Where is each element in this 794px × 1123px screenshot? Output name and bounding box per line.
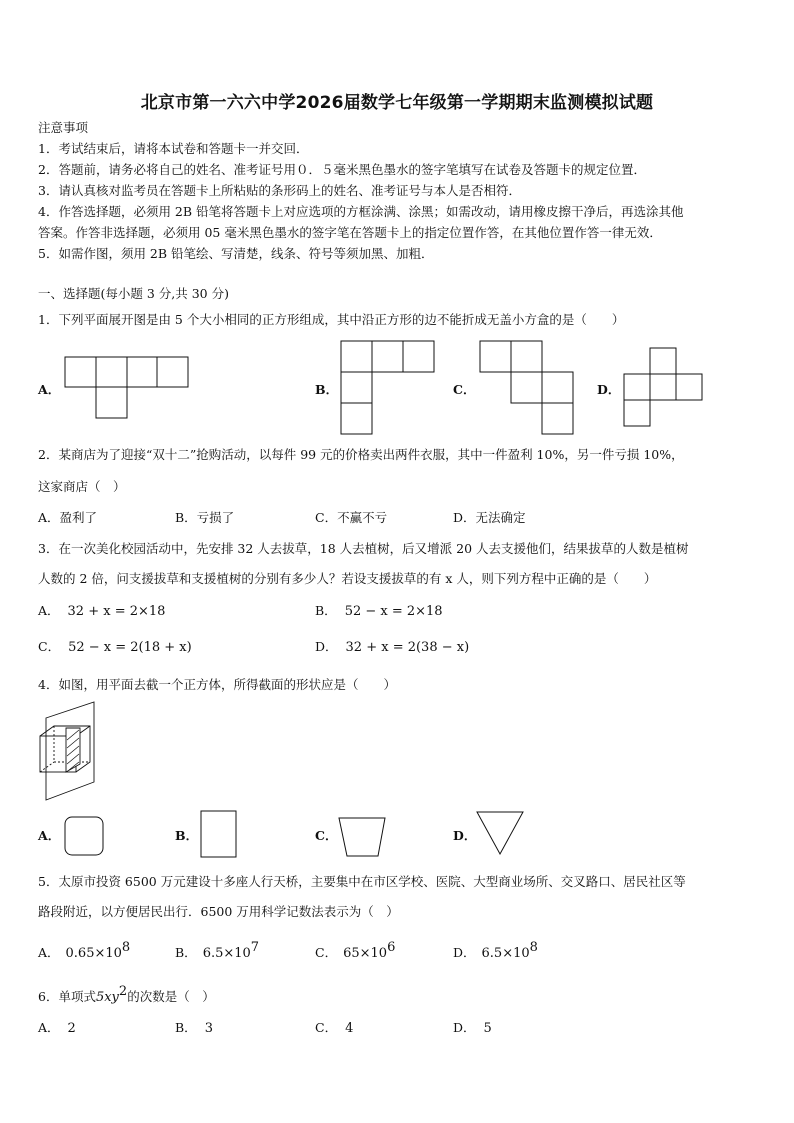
question-6-stem	[38, 982, 760, 1008]
option-label: D．	[453, 945, 476, 960]
option-label: B．	[175, 1020, 197, 1035]
sci-notation: 65×10	[343, 946, 388, 961]
q4-option-c-label: C．	[315, 828, 338, 843]
option-label: C．	[38, 639, 61, 654]
question-1-stem: 1．下列平面展开图是由 5 个大小相同的正方形组成，其中沿正方形的边不能折成无盖小方盒的是（ ）	[38, 312, 625, 327]
option-label: D．	[453, 1020, 476, 1035]
q1-option-a-label: A．	[38, 382, 61, 397]
q5-option-b	[175, 940, 259, 961]
question-5-stem-cont: 路段附近，以方便居民出行．6500 万用科学记数法表示为（ ）	[38, 904, 399, 919]
trapezoid-shape	[338, 816, 388, 860]
question-3-stem-cont: 人数的 2 倍，问支援拔草和支援植树的分别有多少人？若设支援拔草的有 x 人，则下列方程中正确的是（ ）	[38, 571, 657, 586]
q3-option-d	[315, 637, 469, 655]
sci-notation: 6.5×10	[202, 946, 251, 961]
option-value: 4	[345, 1021, 354, 1036]
notice-item: 3．请认真核对监考员在答题卡上所粘贴的条形码上的姓名、准考证号与本人是否相符．	[38, 183, 521, 198]
q3-option-c	[38, 637, 192, 655]
option-value: 3	[204, 1021, 213, 1036]
rounded-square-shape	[64, 816, 106, 858]
option-label: D．	[315, 639, 338, 654]
notice-heading: 注意事项	[38, 120, 89, 135]
notice-item: 4．作答选择题，必须用 2B 铅笔将答题卡上对应选项的方框涂满、涂黑；如需改动，请用橡皮擦干净后，再选涂其他	[38, 204, 684, 219]
cube-section-figure	[36, 700, 100, 804]
stem-prefix: 6．单项式	[38, 989, 96, 1004]
option-label: A．	[38, 945, 60, 960]
q2-option-d: D．无法确定	[453, 510, 526, 525]
option-value: 5	[483, 1021, 492, 1036]
option-value: 2	[67, 1021, 76, 1036]
q6-option-d	[453, 1018, 492, 1036]
monomial: 5xy	[95, 990, 119, 1005]
q2-option-b: B．亏损了	[175, 510, 235, 525]
q1-net-d-figure	[624, 348, 706, 430]
question-2-stem: 2．某商店为了迎接“双十二”抢购活动，以每件 99 元的价格卖出两件衣服，其中一件盈利 10%，另一件亏损 10%，	[38, 447, 684, 462]
q1-option-d-label: D．	[597, 382, 621, 397]
question-5-stem: 5．太原市投资 6500 万元建设十多座人行天桥，主要集中在市区学校、医院、大型商业场所、交叉路口、居民社区等	[38, 874, 686, 889]
q1-option-c-label: C．	[453, 382, 476, 397]
section-heading: 一、选择题(每小题 3 分,共 30 分)	[38, 286, 229, 301]
q1-option-b-label: B．	[315, 382, 339, 397]
q4-option-d-label: D．	[453, 828, 477, 843]
q5-option-d	[453, 940, 538, 961]
q4-option-a-label: A．	[38, 828, 61, 843]
q2-option-c: C．不赢不亏	[315, 510, 388, 525]
triangle-shape	[476, 810, 526, 856]
page-title: 北京市第一六六中学2026届数学七年级第一学期期末监测模拟试题	[140, 93, 654, 113]
exponent: 8	[121, 940, 131, 955]
sci-notation: 6.5×10	[481, 946, 530, 961]
stem-suffix: 的次数是（ ）	[127, 989, 215, 1004]
notice-item: 2．答题前，请务必将自己的姓名、准考证号用０．５毫米黑色墨水的签字笔填写在试卷及答题卡的规定位置．	[38, 162, 646, 177]
notice-item: 5．如需作图，须用 2B 铅笔绘、写清楚，线条、符号等须加黑、加粗．	[38, 246, 434, 261]
exponent: 2	[118, 984, 128, 999]
option-label: A．	[38, 1020, 60, 1035]
exponent: 8	[529, 940, 538, 955]
q6-option-c	[315, 1018, 353, 1036]
q4-option-b-label: B．	[175, 828, 199, 843]
q1-net-b-figure	[341, 341, 437, 437]
question-2-stem-cont: 这家商店（ ）	[38, 479, 126, 494]
q5-option-c	[315, 940, 395, 961]
equation: 32 + x = 2×18	[67, 604, 166, 619]
equation: 32 + x = 2(38 − x)	[345, 640, 470, 655]
q2-option-a: A．盈利了	[38, 510, 98, 525]
option-label: B．	[315, 603, 337, 618]
notice-item: 答案。作答非选择题，必须用 05 毫米黑色墨水的签字笔在答题卡上的指定位置作答，在其他位置作答一律无效．	[38, 225, 662, 240]
sci-notation: 0.65×10	[65, 946, 122, 961]
q6-option-a	[38, 1018, 76, 1036]
exponent: 6	[387, 940, 396, 955]
option-label: C．	[315, 945, 338, 960]
rectangle-shape	[200, 810, 240, 860]
q1-net-a-figure	[65, 357, 190, 419]
question-4-stem: 4．如图，用平面去截一个正方体，所得截面的形状应是（ ）	[38, 677, 396, 692]
option-label: B．	[175, 945, 197, 960]
q5-option-a	[38, 940, 130, 961]
notice-item: 1．考试结束后，请将本试卷和答题卡一并交回．	[38, 141, 309, 156]
q6-option-b	[175, 1018, 213, 1036]
option-label: C．	[315, 1020, 338, 1035]
equation: 52 − x = 2×18	[344, 604, 443, 619]
option-label: A．	[38, 603, 60, 618]
exponent: 7	[250, 940, 260, 955]
equation: 52 − x = 2(18 + x)	[68, 640, 192, 655]
q3-option-a	[38, 601, 165, 619]
q1-net-c-figure	[480, 341, 576, 437]
q3-option-b	[315, 601, 443, 619]
question-3-stem: 3．在一次美化校园活动中，先安排 32 人去拔草，18 人去植树，后又增派 20 人去支援他们，结果拔草的人数是植树	[38, 541, 689, 556]
